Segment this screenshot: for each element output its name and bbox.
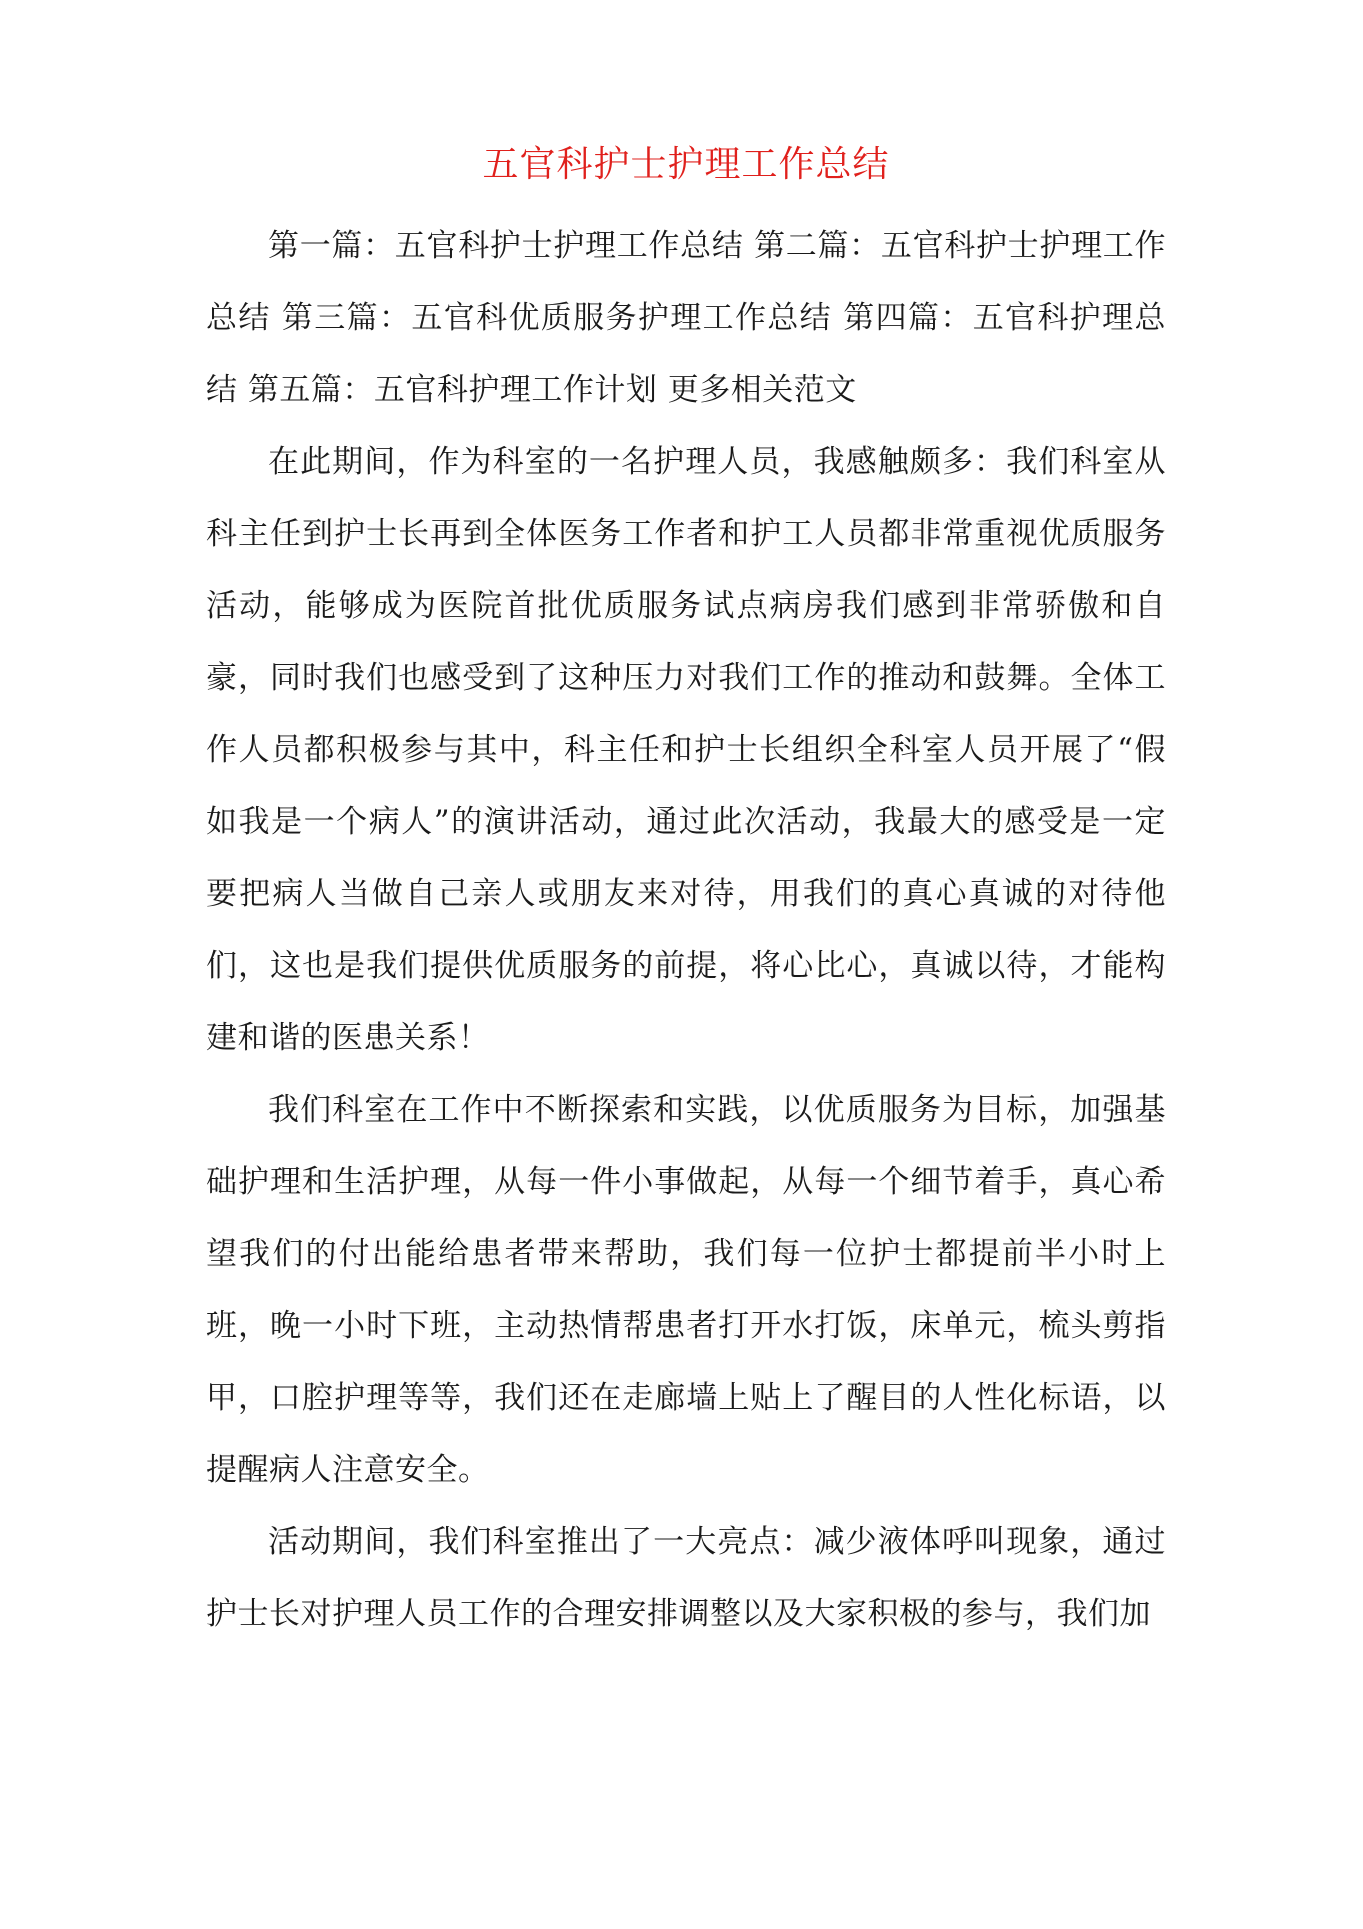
paragraph-toc: 第一篇：五官科护士护理工作总结 第二篇：五官科护士护理工作总结 第三篇：五官科优质服务护理工作总结 第四篇：五官科护理总结 第五篇：五官科护理工作计划 更多相关范文 — [206, 228, 1166, 408]
document-title: 五官科护士护理工作总结 — [482, 144, 890, 185]
paragraph-2: 我们科室在工作中不断探索和实践，以优质服务为目标，加强基础护理和生活护理，从每一件小事做起，从每一个细节着手，真心希望我们的付出能给患者带来帮助，我们每一位护士都提前半小时上班，晚一小时下班，主动热情帮患者打开水打饭，床单元，梳头剪指甲，口腔护理等等，我们还在走廊墙上贴上了醒目的人性化标语，以提醒病人注意安全。 — [206, 1092, 1166, 1488]
document-body — [206, 210, 1166, 1650]
paragraph-1: 在此期间，作为科室的一名护理人员，我感触颇多：我们科室从科主任到护士长再到全体医务工作者和护工人员都非常重视优质服务活动，能够成为医院首批优质服务试点病房我们感到非常骄傲和自豪，同时我们也感受到了这种压力对我们工作的推动和鼓舞。全体工作人员都积极参与其中，科主任和护士长组织全科室人员开展了“假如我是一个病人”的演讲活动，通过此次活动，我最大的感受是一定要把病人当做自己亲人或朋友来对待，用我们的真心真诚的对待他们，这也是我们提供优质服务的前提，将心比心，真诚以待，才能构建和谐的医患关系！ — [206, 444, 1166, 1056]
paragraph-3: 活动期间，我们科室推出了一大亮点：减少液体呼叫现象，通过护士长对护理人员工作的合理安排调整以及大家积极的参与，我们加 — [206, 1524, 1166, 1632]
